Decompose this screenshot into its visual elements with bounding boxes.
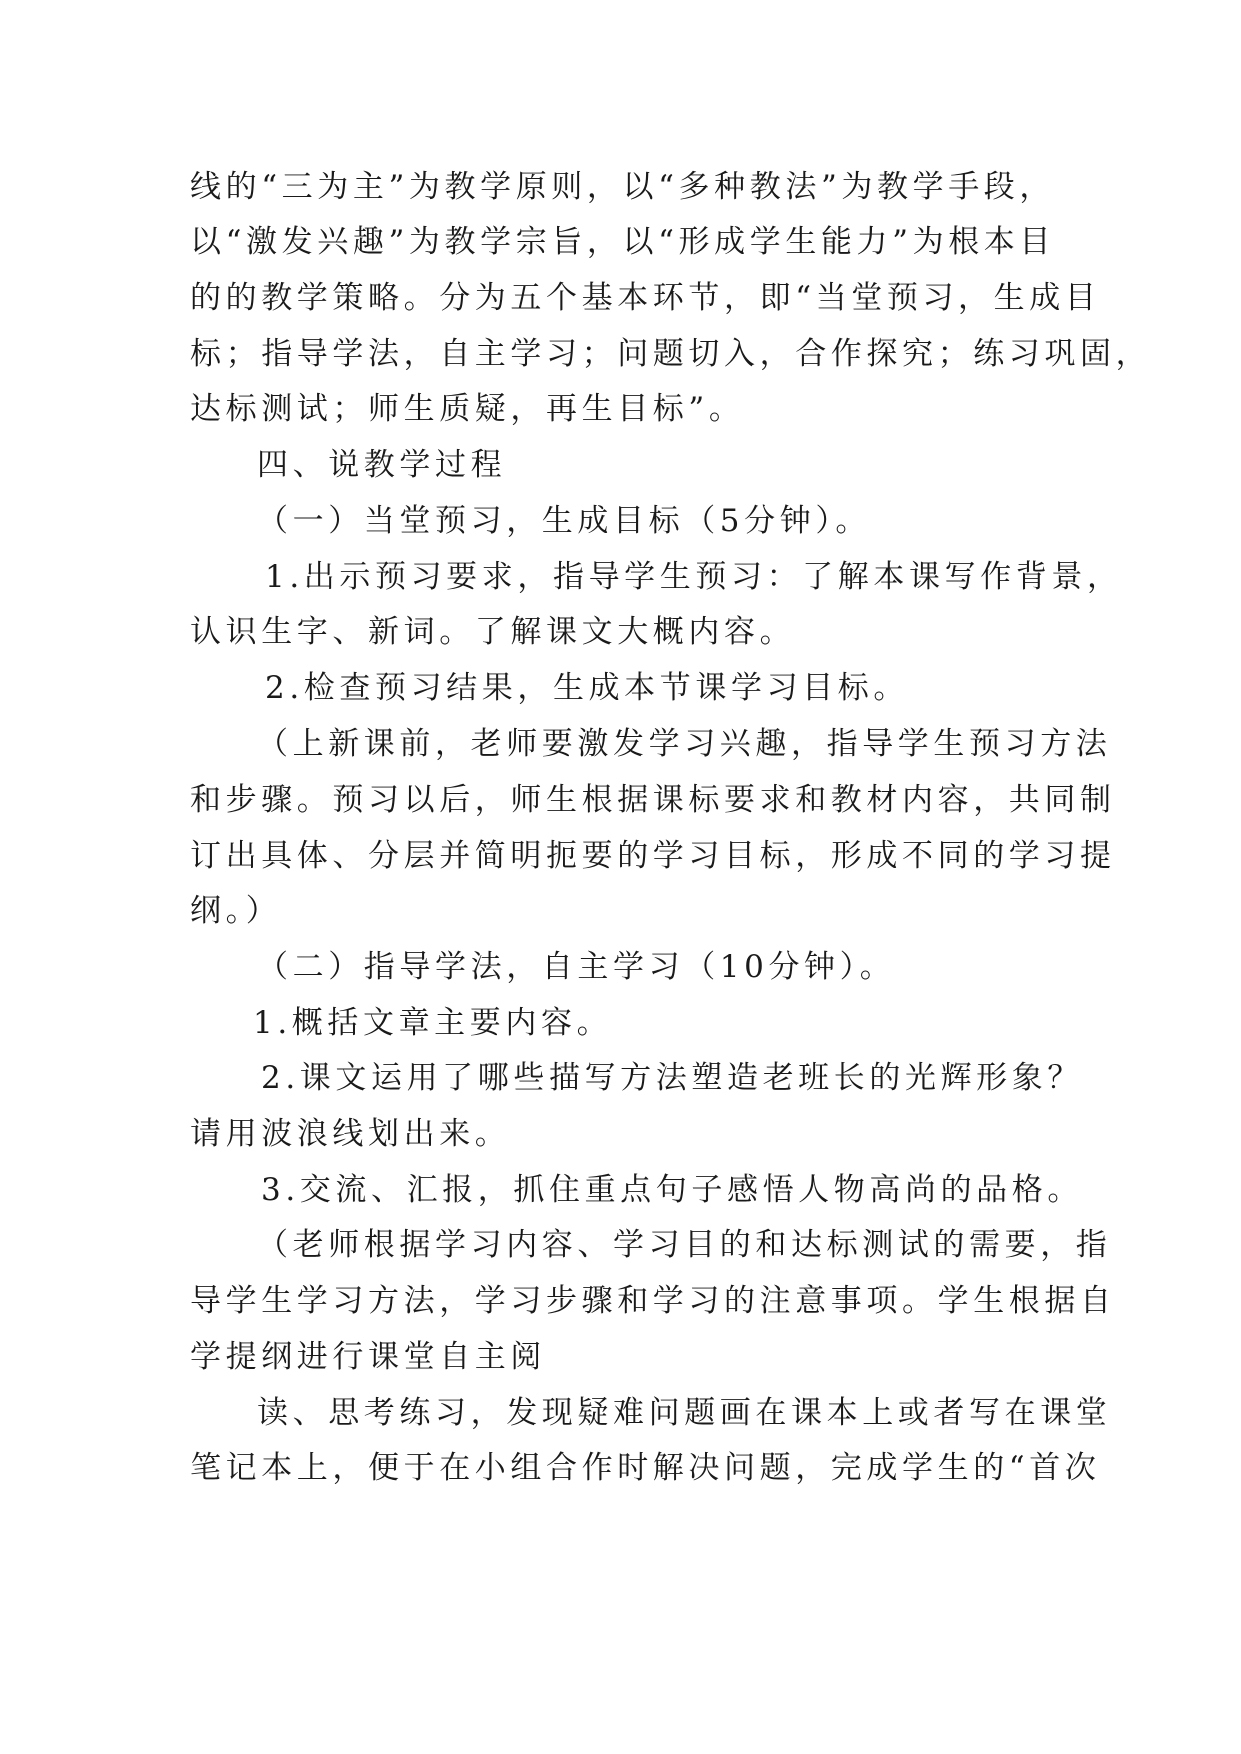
text-line: 1.概括文章主要内容。	[253, 1005, 613, 1041]
text-line: 和步骤。预习以后，师生根据课标要求和教材内容，共同制	[190, 782, 1116, 818]
text-line: 达标测试；师生质疑，再生目标”。	[190, 391, 745, 427]
text-line: 请用波浪线划出来。	[190, 1116, 511, 1152]
text-line: 线的“三为主”为教学原则，以“多种教法”为教学手段，	[190, 169, 1055, 205]
text-line: 2.检查预习结果，生成本节课学习目标。	[265, 670, 909, 706]
text-line: 的的教学策略。分为五个基本环节，即“当堂预习，生成目	[190, 280, 1101, 316]
text-line: 2.课文运用了哪些描写方法塑造老班长的光辉形象？	[261, 1060, 1083, 1096]
text-line: 认识生字、新词。了解课文大概内容。	[190, 614, 796, 650]
text-line: （上新课前，老师要激发学习兴趣，指导学生预习方法	[257, 726, 1112, 762]
section-heading: 四、说教学过程	[257, 447, 507, 483]
text-line: （老师根据学习内容、学习目的和达标测试的需要，指	[257, 1227, 1112, 1263]
text-line: 1.出示预习要求，指导学生预习：了解本课写作背景，	[265, 559, 1123, 595]
subsection-heading: （一）当堂预习，生成目标（5分钟）。	[257, 503, 872, 539]
text-line: 笔记本上，便于在小组合作时解决问题，完成学生的“首次	[190, 1450, 1101, 1486]
text-line: 订出具体、分层并简明扼要的学习目标，形成不同的学习提	[190, 838, 1116, 874]
text-line: 导学生学习方法，学习步骤和学习的注意事项。学生根据自	[190, 1283, 1116, 1319]
text-line: 读、思考练习，发现疑难问题画在课本上或者写在课堂	[257, 1395, 1112, 1431]
text-line: 标；指导学法，自主学习；问题切入，合作探究；练习巩固，	[190, 336, 1152, 372]
text-line: 学提纲进行课堂自主阅	[190, 1339, 546, 1375]
text-line: 3.交流、汇报，抓住重点句子感悟人物高尚的品格。	[261, 1172, 1083, 1208]
subsection-heading: （二）指导学法，自主学习（10分钟）。	[257, 949, 896, 985]
text-line: 纲。）	[190, 893, 282, 929]
text-line: 以“激发兴趣”为教学宗旨，以“形成学生能力”为根本目	[190, 224, 1055, 260]
